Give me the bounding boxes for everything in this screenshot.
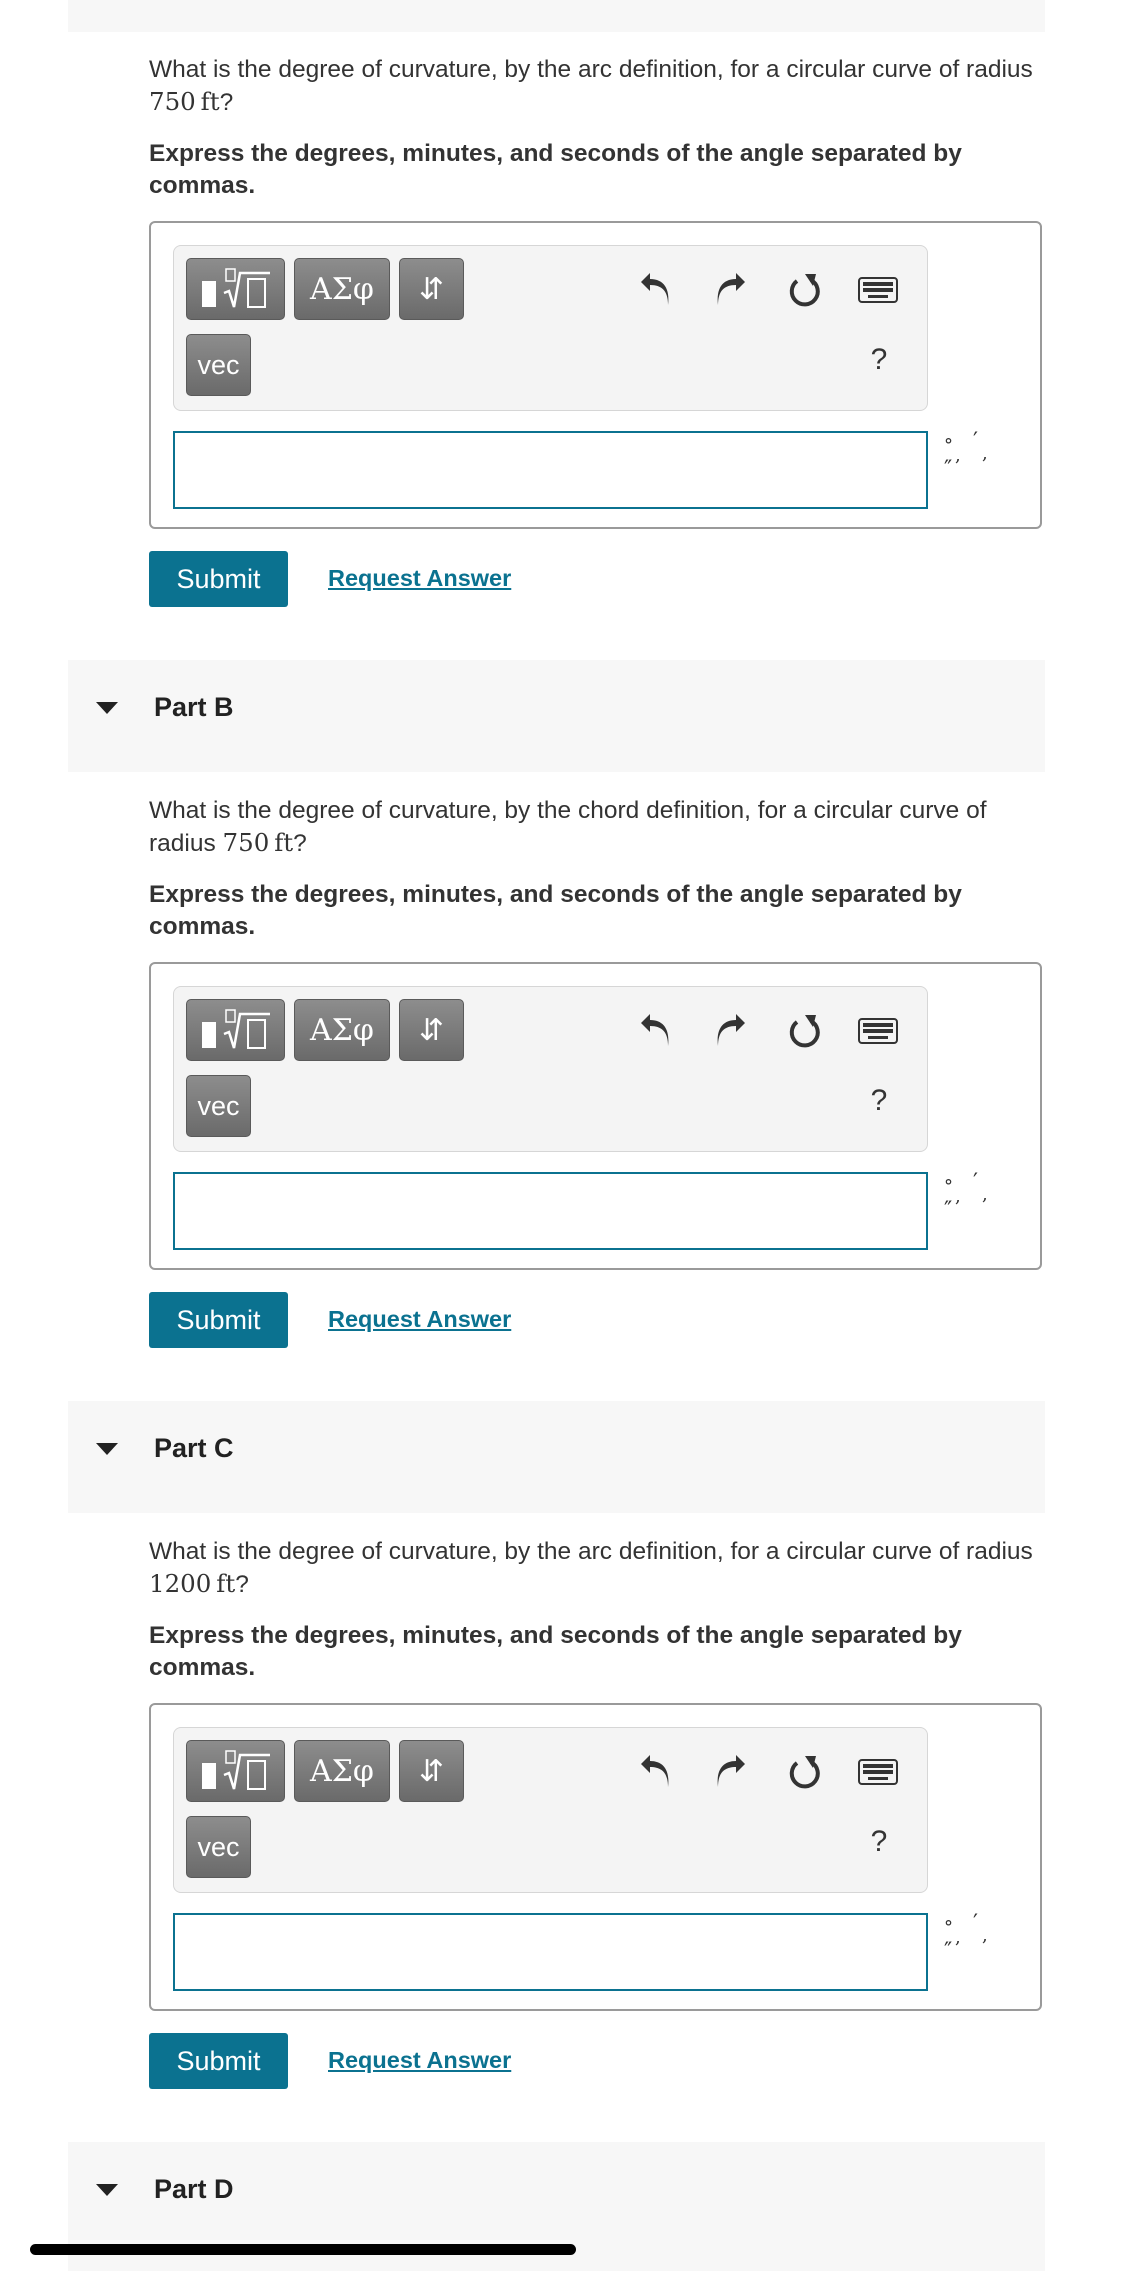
part-title: Part D: [154, 2174, 234, 2204]
vector-button[interactable]: vec: [186, 334, 251, 396]
math-toolbar: [173, 986, 928, 1152]
dms-unit-label: ° , ′ , ″: [944, 1911, 988, 1964]
question-text: What is the degree of curvature, by the arc definition, for a circular curve of radius 750 ft?: [149, 56, 1033, 116]
templates-button[interactable]: [186, 1740, 285, 1802]
home-indicator: [30, 2244, 576, 2255]
collapse-caret-icon: [96, 1443, 118, 1455]
submit-button[interactable]: Submit: [149, 2033, 288, 2089]
undo-icon[interactable]: [634, 1750, 678, 1794]
part-title: Part C: [154, 1433, 234, 1463]
answer-input[interactable]: [173, 1913, 928, 1991]
arrows-button[interactable]: ⇵: [399, 258, 464, 320]
answer-box: [149, 1703, 1042, 2011]
answer-input[interactable]: [173, 431, 928, 509]
redo-icon[interactable]: [708, 268, 752, 312]
keyboard-icon[interactable]: [856, 1009, 900, 1053]
answer-box: [149, 221, 1042, 529]
part-c-header[interactable]: [68, 1401, 1045, 1513]
answer-input[interactable]: [173, 1172, 928, 1250]
reset-icon[interactable]: [783, 1009, 827, 1053]
instruction-text: Express the degrees, minutes, and seconds of the angle separated by commas.: [149, 140, 962, 199]
collapse-caret-icon: [96, 2184, 118, 2196]
keyboard-icon[interactable]: [856, 268, 900, 312]
arrows-button[interactable]: ⇵: [399, 999, 464, 1061]
request-answer-link[interactable]: Request Answer: [328, 2047, 512, 2073]
reset-icon[interactable]: [783, 268, 827, 312]
greek-symbols-button[interactable]: ΑΣφ: [294, 258, 390, 320]
vector-button[interactable]: vec: [186, 1816, 251, 1878]
templates-icon: [196, 267, 276, 311]
templates-icon: [196, 1749, 276, 1793]
undo-icon[interactable]: [634, 268, 678, 312]
reset-icon[interactable]: [783, 1750, 827, 1794]
templates-icon: [196, 1008, 276, 1052]
arrows-button[interactable]: ⇵: [399, 1740, 464, 1802]
submit-button[interactable]: Submit: [149, 1292, 288, 1348]
help-button[interactable]: ?: [870, 1084, 888, 1117]
templates-button[interactable]: [186, 258, 285, 320]
undo-icon[interactable]: [634, 1009, 678, 1053]
dms-unit-label: ° , ′ , ″: [944, 1170, 988, 1223]
part-a-header-band: [68, 0, 1045, 32]
redo-icon[interactable]: [708, 1009, 752, 1053]
greek-symbols-button[interactable]: ΑΣφ: [294, 999, 390, 1061]
collapse-caret-icon: [96, 702, 118, 714]
vector-button[interactable]: vec: [186, 1075, 251, 1137]
request-answer-link[interactable]: Request Answer: [328, 1306, 512, 1332]
question-text: What is the degree of curvature, by the chord definition, for a circular curve of radius 750 ft?: [149, 797, 987, 857]
part-b-header[interactable]: [68, 660, 1045, 772]
dms-unit-label: ° , ′ , ″: [944, 429, 988, 482]
keyboard-icon[interactable]: [856, 1750, 900, 1794]
question-text: What is the degree of curvature, by the arc definition, for a circular curve of radius 1200 ft?: [149, 1538, 1033, 1598]
part-title: Part B: [154, 692, 234, 722]
math-toolbar: [173, 1727, 928, 1893]
redo-icon[interactable]: [708, 1750, 752, 1794]
answer-box: [149, 962, 1042, 1270]
instruction-text: Express the degrees, minutes, and seconds of the angle separated by commas.: [149, 881, 962, 940]
help-button[interactable]: ?: [870, 1825, 888, 1858]
greek-symbols-button[interactable]: ΑΣφ: [294, 1740, 390, 1802]
submit-button[interactable]: Submit: [149, 551, 288, 607]
request-answer-link[interactable]: Request Answer: [328, 565, 512, 591]
help-button[interactable]: ?: [870, 343, 888, 376]
templates-button[interactable]: [186, 999, 285, 1061]
math-toolbar: [173, 245, 928, 411]
instruction-text: Express the degrees, minutes, and seconds of the angle separated by commas.: [149, 1622, 962, 1681]
